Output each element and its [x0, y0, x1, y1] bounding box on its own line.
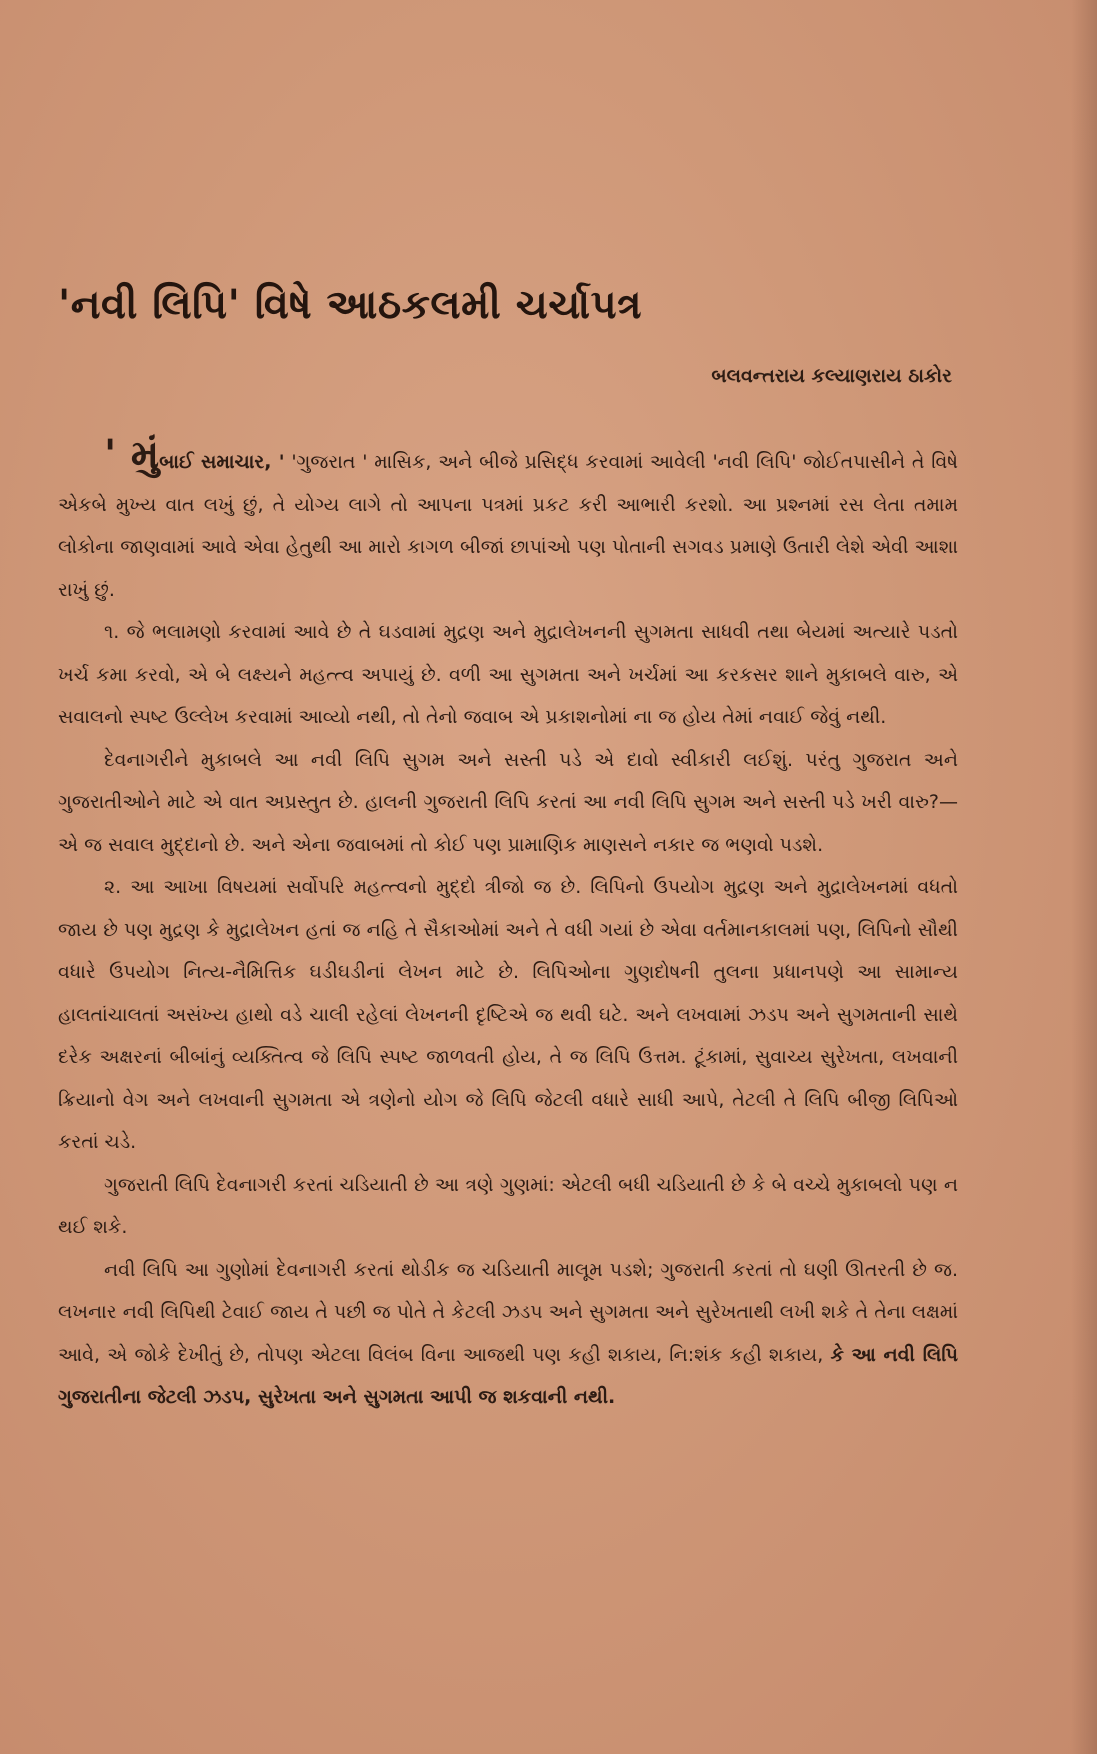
paragraph-4: ૨. આ આખા વિષયમાં સર્વોપરિ મહત્ત્વનો મુદ્દો ત્રીજો જ છે. લિપિનો ઉપયોગ મુદ્રણ અને મુદ્રાલેખનમાં વધતો જાય છે પણ મુદ્રણ કે મુદ્રાલેખન હતાં જ નહિ તે સૈકાઓમાં અને તે વધી ગયાં છે એવા વર્તમાનકાલમાં પણ, લિપિનો સૌથી વધારે ઉપયોગ નિત્ય-નૈમિત્તિક ઘડીઘડીનાં લેખન માટે છે. લિપિઓના ગુણદોષની તુલના પ્રધાનપણે આ સામાન્ય હાલતાંચાલતાં અસંખ્ય હાથો વડે ચાલી રહેલાં લેખનની દૃષ્ટિએ જ થવી ઘટે. અને લખવામાં ઝડપ અને સુગમતાની સાથે દરેક અક્ષરનાં બીબાંનું વ્યક્તિત્વ જે લિપિ સ્પષ્ટ જાળવતી હોય, તે જ લિપિ ઉત્તમ. ટૂંકામાં, સુવાચ્ય સુરેખતા, લખવાની ક્રિયાનો વેગ અને લખવાની સુગમતા એ ત્રણેનો યોગ જે લિપિ જેટલી વધારે સાધી આપે, તેટલી તે લિપિ બીજી લિપિઓ કરતાં ચડે. [58, 876, 958, 1153]
paragraph-2: ૧. જે ભલામણો કરવામાં આવે છે તે ઘડવામાં મુદ્રણ અને મુદ્રાલેખનની સુગમતા સાધવી તથા બેયમાં અત્યારે પડતો ખર્ચ કમા કરવો, એ બે લક્ષ્યને મહત્ત્વ અપાયું છે. વળી આ સુગમતા અને ખર્ચમાં આ કરકસર શાને મુકાબલે વારુ, એ સવાલનો સ્પષ્ટ ઉલ્લેખ કરવામાં આવ્યો નથી, તો તેનો જવાબ એ પ્રકાશનોમાં ના જ હોય તેમાં નવાઈ જેવું નથી. [58, 621, 958, 728]
paragraph-6-last-line: કે આ નવી લિપિ ગુજરાતીના જેટલી ઝડપ, સુરેખતા અને સુગમતા આપી જ શકવાની નથી. [58, 1343, 959, 1408]
paragraph-1-text: 'ગુજરાત ' માસિક, અને બીજે પ્રસિદ્ધ કરવામાં આવેલી 'નવી લિપિ' જોઈતપાસીને તે વિષે એકબે મુખ્ય વાત લખું છું, તે યોગ્ય લાગે તો આપના પત્રમાં પ્રકટ કરી આભારી કરશો. આ પ્રશ્નમાં રસ લેતા તમામ લોકોના જાણવામાં આવે એવા હેતુથી આ મારો કાગળ બીજાં છાપાંઓ પણ પોતાની સગવડ પ્રમાણે ઉતારી લેશે એવી આશા રાખું છું. [58, 451, 958, 601]
article-author: બલવન્તરાય કલ્યાણરાય ઠાકોર [711, 365, 952, 387]
newspaper-name: બાઈ સમાચાર, ' [159, 451, 285, 473]
paragraph-5: ગુજરાતી લિપિ દેવનાગરી કરતાં ચડિયાતી છે આ ત્રણે ગુણમાં: એટલી બધી ચડિયાતી છે કે બે વચ્ચે મુકાબલો પણ ન થઈ શકે. [58, 1173, 958, 1238]
page-edge-shadow [1071, 0, 1097, 1754]
article-body [58, 432, 959, 1419]
paragraph-1 [58, 432, 958, 611]
paragraph-3: દેવનાગરીને મુકાબલે આ નવી લિપિ સુગમ અને સસ્તી પડે એ દાવો સ્વીકારી લઈશું. પરંતુ ગુજરાત અને ગુજરાતીઓને માટે એ વાત અપ્રસ્તુત છે. હાલની ગુજરાતી લિપિ કરતાં આ નવી લિપિ સુગમ અને સસ્તી પડે ખરી વારુ?—એ જ સવાલ મુદ્દાનો છે. અને એના જવાબમાં તો કોઈ પણ પ્રામાણિક માણસને નકાર જ ભણવો પડશે. [58, 748, 958, 856]
paragraph-6-text: નવી લિપિ આ ગુણોમાં દેવનાગરી કરતાં થોડીક જ ચડિયાતી માલૂમ પડશે; ગુજરાતી કરતાં તો ઘણી ઊતરતી છે જ. લખનાર નવી લિપિથી ટેવાઈ જાય તે પછી જ પોતે તે કેટલી ઝડપ અને સુગમતા અને સુરેખતાથી લખી શકે તે તેના લક્ષમાં આવે, એ જોકે દેખીતું છે, તોપણ એટલા વિલંબ વિના આજથી પણ કહી શકાય, નિ:શંક કહી શકાય, [58, 1258, 958, 1366]
article-title: 'નવી લિપિ' વિષે આઠકલમી ચર્ચાપત્ર [58, 282, 643, 328]
paragraph-6 [58, 1249, 958, 1419]
drop-cap: ' મું [104, 432, 160, 478]
